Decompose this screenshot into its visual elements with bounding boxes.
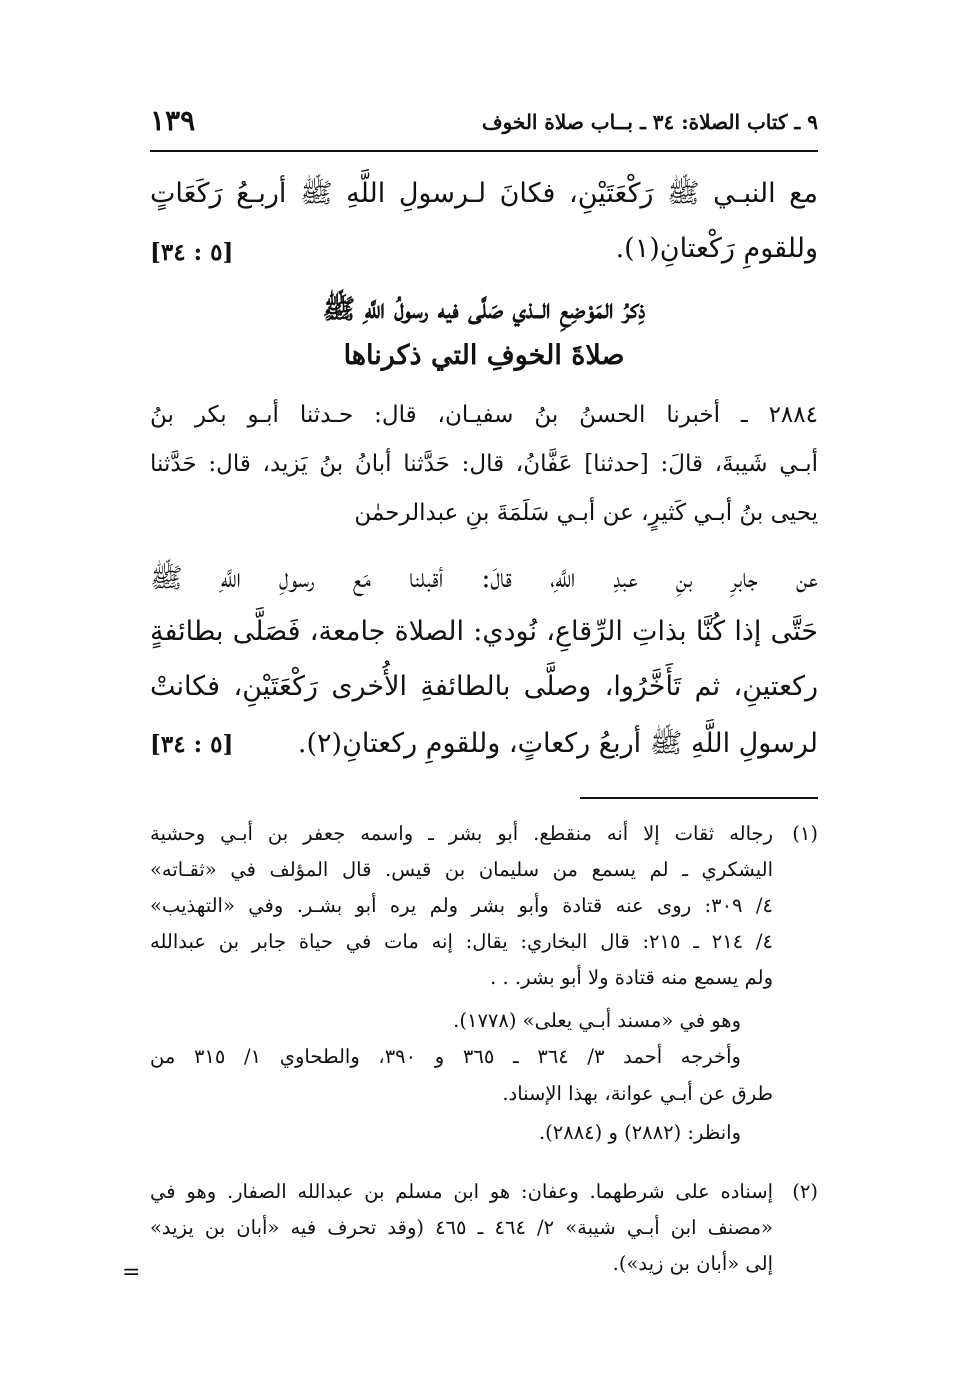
text-line [150,233,818,264]
text-line: مع النبـي ﷺ رَكْعَتَيْنِ، فكانَ لـرسولِ اللَّهِ ﷺ أربـعُ رَكَعَاتٍ [150,178,818,209]
matn-line: حَتَّى إذا كُنَّا بذاتِ الرِّقاعِ، نُودي: الصلاة جامعة، فَصَلَّى بطائفةٍ [150,616,818,647]
footnote-text: إسناده على شرطهما. وعفان: هو ابن مسلم بن عبدالله الصفار. وهو في [150,1180,773,1203]
footnote-rule [580,797,818,799]
footnote-line: ٤/ ٢١٤ ـ ٢١٥: قال البخاري: يقال: إنه مات في حياة جابر بن عبدالله [150,930,773,953]
matn-line: عن جابرِ بنِ عبدِ اللَّهِ، قالَ: أقبلنا مَع رسولِ اللَّهِ ﷺ [150,563,818,594]
page-header [150,104,818,148]
footnote-line: «مصنف ابن أبـي شيبة» ٢/ ٤٦٤ ـ ٤٦٥ (وقد تحرف فيه «أبان بن يزيد» [150,1216,773,1239]
footnote-line: اليشكري ـ لم يسمع من سليمان بن قيس. قال المؤلف في «ثقـاته» [150,858,773,881]
section-heading-line1: ذِكرُ المَوْضِعِ الــذي صَلَّى فيه رسولُ اللَّهِ ﷺ [322,294,646,325]
footnote-text: رجاله ثقات إلا أنه منقطع. أبو بشر ـ واسمه جعفر بن أبـي وحشية [150,822,773,845]
footnote-line: إلى «أبان بن زيد»). [612,1252,773,1275]
isnad-line: أبـي شَيبةَ، قالَ: [حدثنا] عَفَّانُ، قال: حَدَّثنا أبانُ بنُ يَزيد، قال: حَدَّثنا [150,451,818,477]
continuation-mark: = [122,1260,141,1285]
reference-marker: [٥ : ٣٤] [150,731,234,758]
footnote-line [150,822,818,845]
section-heading-line2: صلاةَ الخوفِ التي ذكرناها [343,340,625,371]
header-rule [150,150,818,152]
text-line-content: لرسولِ اللَّهِ ﷺ أربعُ ركعاتٍ، وللقومِ ركعتانِ(٢). [297,728,818,759]
reference-marker: [٥ : ٣٤] [150,239,234,266]
matn-line: ركعتينِ، ثم تَأَخَّرُوا، وصلَّى بالطائفةِ الأُخرى رَكْعَتَيْنِ، فكانتْ [150,671,818,702]
footnote-line: وأخرجه أحمد ٣/ ٣٦٤ ـ ٣٦٥ و ٣٩٠، والطحاوي ١/ ٣١٥ من [150,1045,741,1068]
footnote-line: ٤/ ٣٠٩: روى عنه قتادة وأبو بشر ولم يره أبو بشـر. وفي «التهذيب» [150,894,773,917]
footnote-number: (١) [792,822,818,845]
isnad-line: يحيى بنُ أبـي كَثيرٍ، عن أبـي سَلَمَةَ بنِ عبدالرحمٰن [354,500,818,526]
footnote-line: ولم يسمع منه قتادة ولا أبو بشر. . . [490,966,773,989]
matn-line [150,726,818,766]
footnote-line: وهو في «مسند أبـي يعلى» (١٧٧٨). [453,1009,741,1032]
footnote-line: وانظر: (٢٨٨٢) و (٢٨٨٤). [538,1121,741,1144]
running-title: ٩ ـ كتاب الصلاة: ٣٤ ـ بــاب صلاة الخوف [481,110,818,134]
page-number: ١٣٩ [150,104,196,137]
footnote-line: طرق عن أبـي عوانة، بهذا الإسناد. [502,1082,773,1105]
isnad-line: ٢٨٨٤ ـ أخبرنا الحسنُ بنُ سفيـان، قال: حـدثنا أبـو بكر بنُ [150,402,818,428]
footnote-line [150,1180,818,1203]
text-line-content: وللقومِ رَكْعتانِ(١). [615,233,818,264]
footnote-number: (٢) [792,1180,818,1203]
